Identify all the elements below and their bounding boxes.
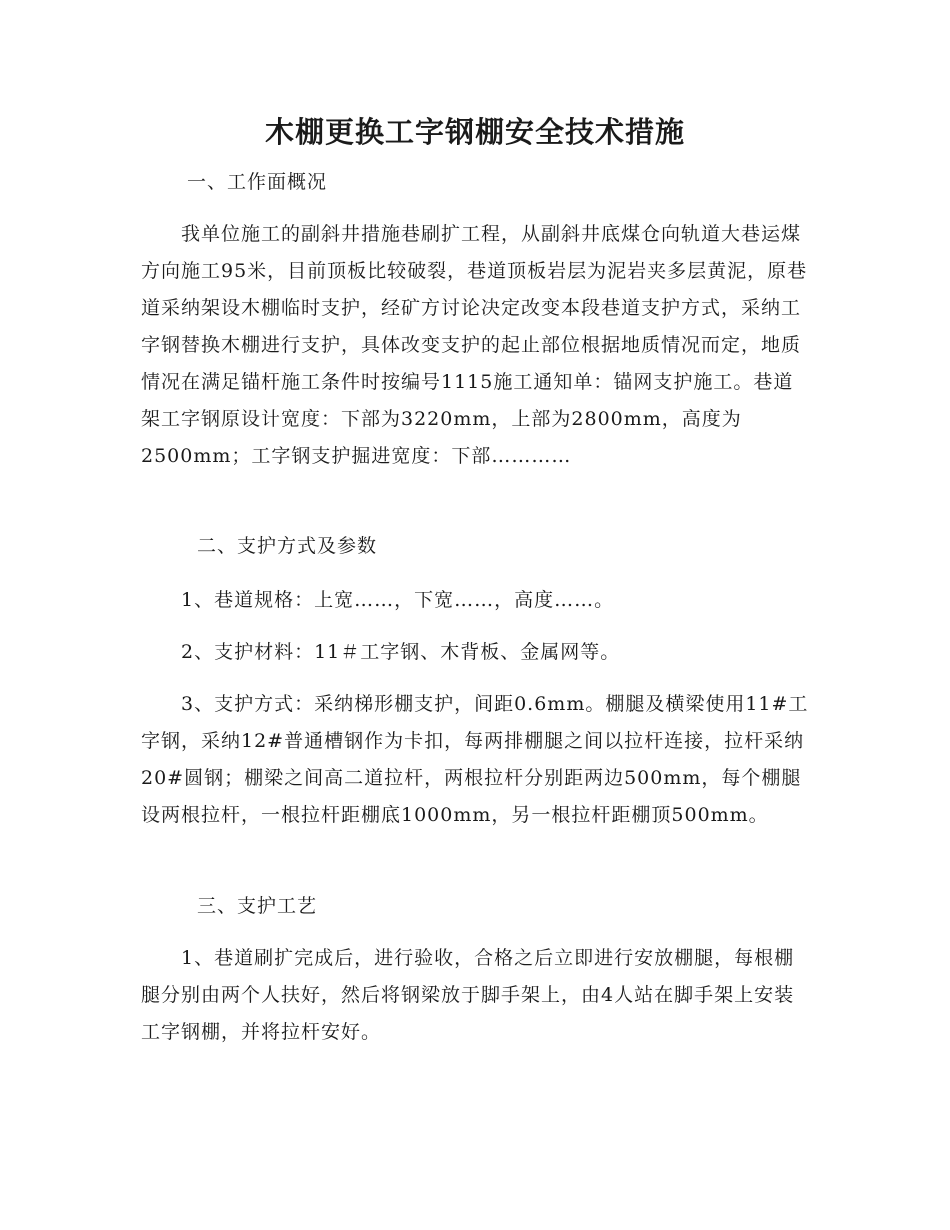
section-2-item-2: 2、支护材料：11＃工字钢、木背板、金属网等。 — [181, 641, 621, 663]
section-heading-3: 三、支护工艺 — [197, 895, 318, 917]
section-2-item-3: 3、支护方式：采纳梯形棚支护，间距0.6mm。棚腿及横梁使用11#工字钢，采纳12#普通槽钢作为卡扣，每两排棚腿之间以拉杆连接，拉杆采纳20#圆钢；棚梁之间高二道拉杆，两根拉杆分别距两边500mm，每个棚腿设两根拉杆，一根拉杆距棚底1000mm，另一根拉杆距棚顶500mm。 — [141, 693, 809, 826]
section-heading-2: 二、支护方式及参数 — [197, 535, 378, 557]
document-title: 木棚更换工字钢棚安全技术措施 — [264, 115, 685, 149]
section-2-item-1: 1、巷道规格：上宽……，下宽……，高度……。 — [181, 589, 615, 611]
section-heading-1: 一、工作面概况 — [187, 171, 328, 193]
section-1-paragraph: 我单位施工的副斜井措施巷刷扩工程，从副斜井底煤仓向轨道大巷运煤方向施工95米，目前顶板比较破裂，巷道顶板岩层为泥岩夹多层黄泥，原巷道采纳架设木棚临时支护，经矿方讨论决定改变本段巷道支护方式，采纳工字钢替换木棚进行支护，具体改变支护的起止部位根据地质情况而定，地质情况在满足锚杆施工条件时按编号1115施工通知单：锚网支护施工。巷道架工字钢原设计宽度：下部为3220mm，上部为2800mm，高度为2500mm；工字钢支护掘进宽度：下部………… — [141, 223, 808, 467]
section-3-item-1: 1、巷道刷扩完成后，进行验收，合格之后立即进行安放棚腿，每根棚腿分别由两个人扶好，然后将钢梁放于脚手架上，由4人站在脚手架上安装工字钢棚，并将拉杆安好。 — [141, 947, 795, 1043]
